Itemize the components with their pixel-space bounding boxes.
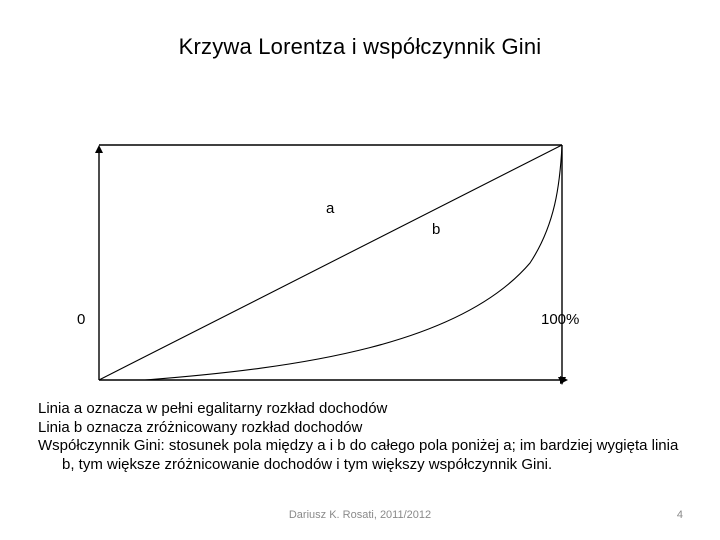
notes-list [38, 400, 688, 474]
footer-author: Dariusz K. Rosati, 2011/2012 [288, 509, 432, 521]
label-full: 100% [541, 311, 580, 328]
label-line-a: a [326, 200, 335, 217]
note-line-a: Linia a oznacza w pełni egalitarny rozkład dochodów [38, 400, 388, 417]
label-origin: 0 [77, 311, 86, 328]
lorenz-curve-b [145, 145, 562, 380]
equality-line-a [99, 145, 562, 380]
note-gini: Współczynnik Gini: stosunek pola między a i b do całego pola poniżej a; im bardziej wygięta linia b, tym większe zróżnicowanie dochodów i tym większy współczynnik Gini. [38, 437, 679, 473]
note-line-b: Linia b oznacza zróżnicowany rozkład dochodów [38, 418, 363, 436]
slide-title: Krzywa Lorentza i współczynnik Gini [178, 34, 542, 59]
page-number: 4 [676, 509, 683, 521]
label-line-b: b [432, 221, 441, 238]
